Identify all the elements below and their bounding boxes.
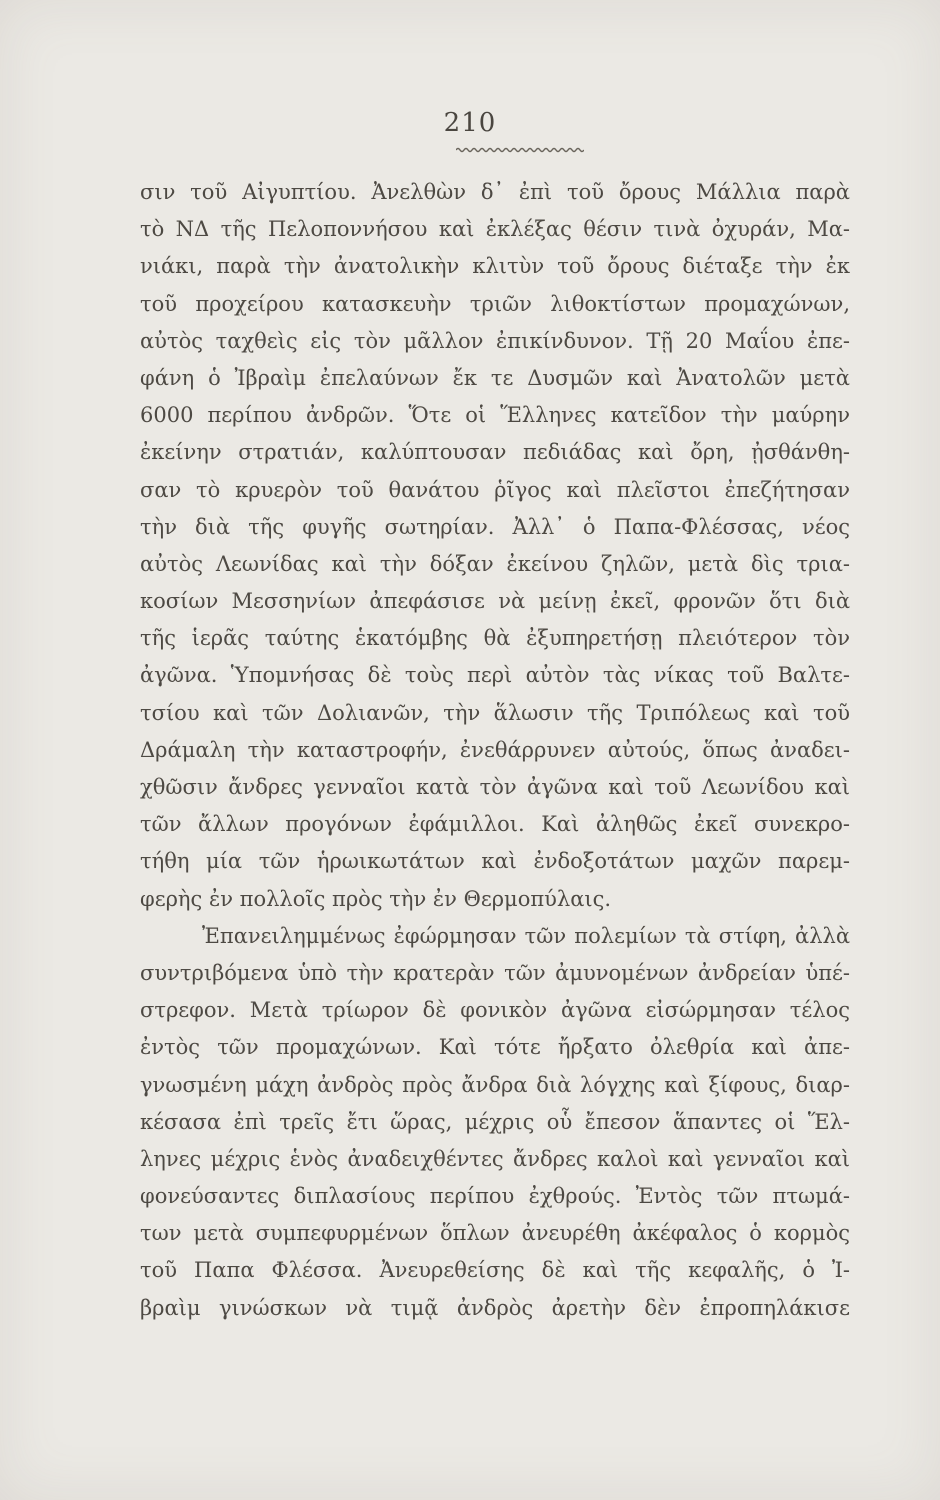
text-line: 6000 περίπου ἀνδρῶν. Ὅτε οἱ Ἕλληνες κατεῖδον τὴν μαύρην <box>140 403 850 428</box>
text-line: συντριβόμενα ὑπὸ τὴν κρατερὰν τῶν ἀμυνομένων ἀνδρείαν ὑπέ- <box>140 960 850 985</box>
text-line: σιν τοῦ Αἰγυπτίου. Ἀνελθὼν δ᾽ ἐπὶ τοῦ ὄρους Μάλλια παρὰ <box>140 180 850 204</box>
text-line: Δράμαλη τὴν καταστροφήν, ἐνεθάρρυνεν αὐτούς, ὅπως ἀναδει- <box>140 737 850 762</box>
text-line: φερὴς ἐν πολλοῖς πρὸς τὴν ἐν Θερμοπύλαις. <box>140 886 612 911</box>
text-line: ληνες μέχρις ἑνὸς ἀναδειχθέντες ἄνδρες καλοὶ καὶ γενναῖοι καὶ <box>140 1146 850 1171</box>
text-line: αὐτὸς Λεωνίδας καὶ τὴν δόξαν ἐκείνου ζηλῶν, μετὰ δὶς τρια- <box>140 551 850 576</box>
text-line: τοῦ προχείρου κατασκευὴν τριῶν λιθοκτίστων προμαχώνων, <box>140 291 850 316</box>
text-line: Ἐπανειλημμένως ἐφώρμησαν τῶν πολεμίων τὰ στίφη, ἀλλὰ <box>202 923 850 948</box>
text-line: κοσίων Μεσσηνίων ἀπεφάσισε νὰ μείνῃ ἐκεῖ, φρονῶν ὅτι διὰ <box>140 589 850 614</box>
text-line: χθῶσιν ἄνδρες γενναῖοι κατὰ τὸν ἀγῶνα καὶ τοῦ Λεωνίδου καὶ <box>140 775 850 799</box>
header-rule-ornament <box>456 146 584 154</box>
text-line: αὐτὸς ταχθεὶς εἰς τὸν μᾶλλον ἐπικίνδυνον. Τῇ 20 Μαΐου ἐπε- <box>140 328 850 353</box>
text-line: τσίου καὶ τῶν Δολιανῶν, τὴν ἅλωσιν τῆς Τριπόλεως καὶ τοῦ <box>140 700 850 725</box>
text-line: τὴν διὰ τῆς φυγῆς σωτηρίαν. Ἀλλ᾽ ὁ Παπα-Φλέσσας, νέος <box>140 514 850 539</box>
text-line: των μετὰ συμπεφυρμένων ὅπλων ἀνευρέθη ἀκέφαλος ὁ κορμὸς <box>140 1221 850 1246</box>
text-line: στρεφον. Μετὰ τρίωρον δὲ φονικὸν ἀγῶνα εἰσώρμησαν τέλος <box>140 998 850 1023</box>
text-line: φονεύσαντες διπλασίους περίπου ἐχθρούς. Ἐντὸς τῶν πτωμά- <box>140 1184 850 1209</box>
text-line: βραὶμ γινώσκων νὰ τιμᾷ ἀνδρὸς ἀρετὴν δὲν ἐπροπηλάκισε <box>140 1295 850 1320</box>
text-line: κέσασα ἐπὶ τρεῖς ἔτι ὥρας, μέχρις οὗ ἔπεσον ἅπαντες οἱ Ἕλ- <box>140 1109 850 1134</box>
text-line: γνωσμένη μάχη ἀνδρὸς πρὸς ἄνδρα διὰ λόγχης καὶ ξίφους, διαρ- <box>140 1072 850 1097</box>
text-line: φάνη ὁ Ἰβραὶμ ἐπελαύνων ἔκ τε Δυσμῶν καὶ Ἀνατολῶν μετὰ <box>140 365 850 390</box>
text-line: τοῦ Παπα Φλέσσα. Ἀνευρεθείσης δὲ καὶ τῆς κεφαλῆς, ὁ Ἰ- <box>140 1258 850 1283</box>
body-text <box>140 174 850 1327</box>
text-line: σαν τὸ κρυερὸν τοῦ θανάτου ῥῖγος καὶ πλεῖστοι ἐπεζήτησαν <box>140 477 850 502</box>
text-line: ἐκείνην στρατιάν, καλύπτουσαν πεδιάδας καὶ ὄρη, ᾐσθάνθη- <box>140 440 850 465</box>
text-line: τὸ ΝΔ τῆς Πελοποννήσου καὶ ἐκλέξας θέσιν τινὰ ὀχυράν, Μα- <box>140 217 850 242</box>
page-number: 210 <box>443 108 497 138</box>
text-line: τῶν ἄλλων προγόνων ἐφάμιλλοι. Καὶ ἀληθῶς ἐκεῖ συνεκρο- <box>140 812 850 837</box>
text-line: τήθη μία τῶν ἡρωικωτάτων καὶ ἐνδοξοτάτων μαχῶν παρεμ- <box>140 849 850 874</box>
text-line: ἐντὸς τῶν προμαχώνων. Καὶ τότε ἤρξατο ὀλεθρία καὶ ἀπε- <box>140 1035 850 1060</box>
text-line: ἀγῶνα. Ὑπομνήσας δὲ τοὺς περὶ αὐτὸν τὰς νίκας τοῦ Βαλτε- <box>140 663 850 688</box>
text-line: νιάκι, παρὰ τὴν ἀνατολικὴν κλιτὺν τοῦ ὄρους διέταξε τὴν ἐκ <box>140 254 850 279</box>
text-line: τῆς ἱερᾶς ταύτης ἑκατόμβης θὰ ἐξυπηρετήσῃ πλειότερον τὸν <box>140 626 850 651</box>
